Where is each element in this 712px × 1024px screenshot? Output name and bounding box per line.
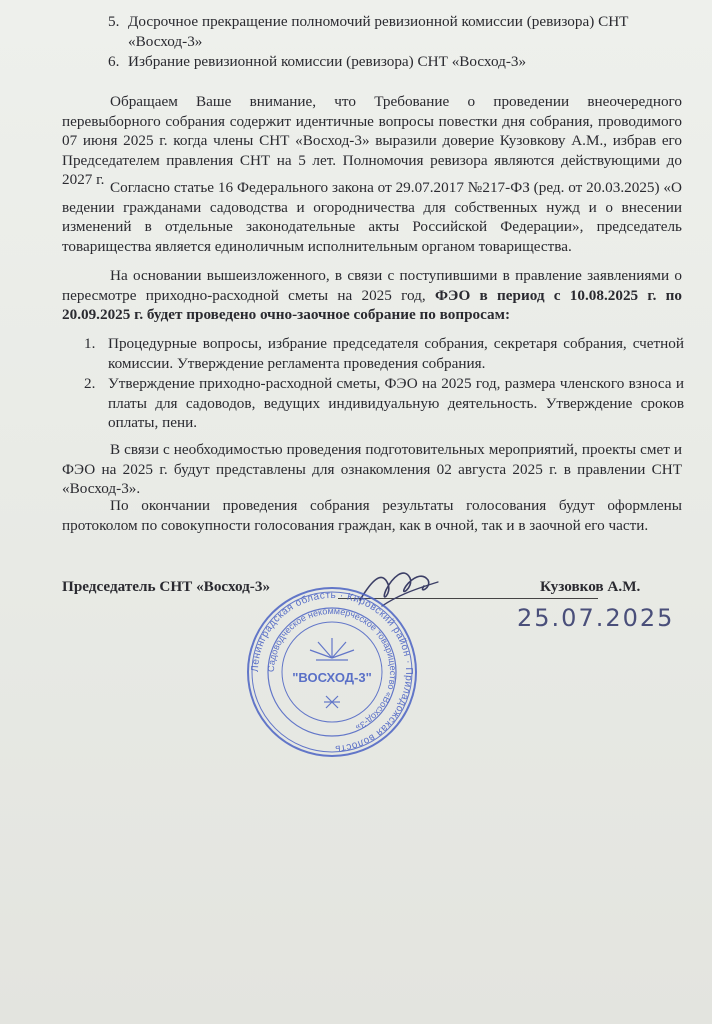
agenda-list-bottom <box>0 334 712 434</box>
agenda-item <box>0 12 712 52</box>
agenda-list-top <box>0 12 712 72</box>
agenda-item <box>0 52 712 72</box>
signer-name: Кузовков А.М. <box>540 578 641 595</box>
paragraph-results: По окончании проведения собрания результаты голосования будут оформлены протоколом по совокупности голосования граждан, как в очной, так и в заочной его части. <box>62 497 682 534</box>
agenda-item <box>0 334 712 374</box>
agenda-item-text: Досрочное прекращение полномочий ревизионной комиссии (ревизора) СНТ «Восход-3» <box>128 13 629 50</box>
paragraph-law-reference: Согласно статье 16 Федерального закона от 29.07.2017 №217-ФЗ (ред. от 20.03.2025) «О ведении гражданами садоводства и огородничества для собственных нужд и о внесении изменений в отдельные законодательные акты Российской Федерации», председатель товарищества является единоличным исполнительным органом товарищества. <box>62 179 682 255</box>
agenda-item-text: Утверждение приходно-расходной сметы, ФЭО на 2025 год, размера членского взноса и платы для садоводов, ведущих индивидуальную деятельность. Утверждение сроков оплаты, пени. <box>108 375 684 431</box>
agenda-item-number: 2. <box>84 375 96 392</box>
agenda-item-number: 6. <box>108 53 120 70</box>
agenda-item-text: Избрание ревизионной комиссии (ревизора) СНТ «Восход-3» <box>128 53 527 70</box>
announcement-text: На основании вышеизложенного, в связи с поступившими в правление заявлениями о пересмотре приходно-расходной сметы на 2025 год, <box>62 267 682 304</box>
handwritten-date: 25.07.2025 <box>517 604 675 632</box>
signer-role: Председатель СНТ «Восход-3» <box>62 578 271 595</box>
agenda-item-text: Процедурные вопросы, избрание председателя собрания, секретаря собрания, счетной комиссии. Утверждение регламента проведения собрания. <box>108 335 684 372</box>
paragraph-meeting-announcement <box>62 266 682 325</box>
paragraph-preparation: В связи с необходимостью проведения подготовительных мероприятий, проекты смет и ФЭО на 2025 г. будут представлены для ознакомления 02 августа 2025 г. в правлении СНТ «Восход-3». <box>62 441 682 497</box>
agenda-item <box>0 374 712 434</box>
stamp-center-text: "ВОСХОД-3" <box>292 670 372 685</box>
paragraph-notice: Обращаем Ваше внимание, что Требование о проведении внеочередного перевыборного собрания содержит идентичные вопросы повестки дня собрания, проводимого 07 июня 2025 г. когда члены СНТ «Восход-3» выразили доверие Кузовкову А.М., избрав его Председателем правления СНТ на 5 лет. Полномочия ревизора являются действующими до 2027 г. <box>62 93 682 188</box>
stamp-inner-text: Садоводческое некоммерческое товарищество «Восход-3» <box>265 605 399 733</box>
stamp-outer-text: Ленинградская область · Кировский район · Приладожская волость <box>249 589 415 754</box>
agenda-item-number: 1. <box>84 335 96 352</box>
agenda-item-number: 5. <box>108 13 120 30</box>
announcement-bold-text: ФЭО в период с 10.08.2025 г. по 20.09.2025 г. будет проведено очно-заочное собрание по вопросам: <box>62 286 683 323</box>
organization-stamp <box>246 586 418 758</box>
